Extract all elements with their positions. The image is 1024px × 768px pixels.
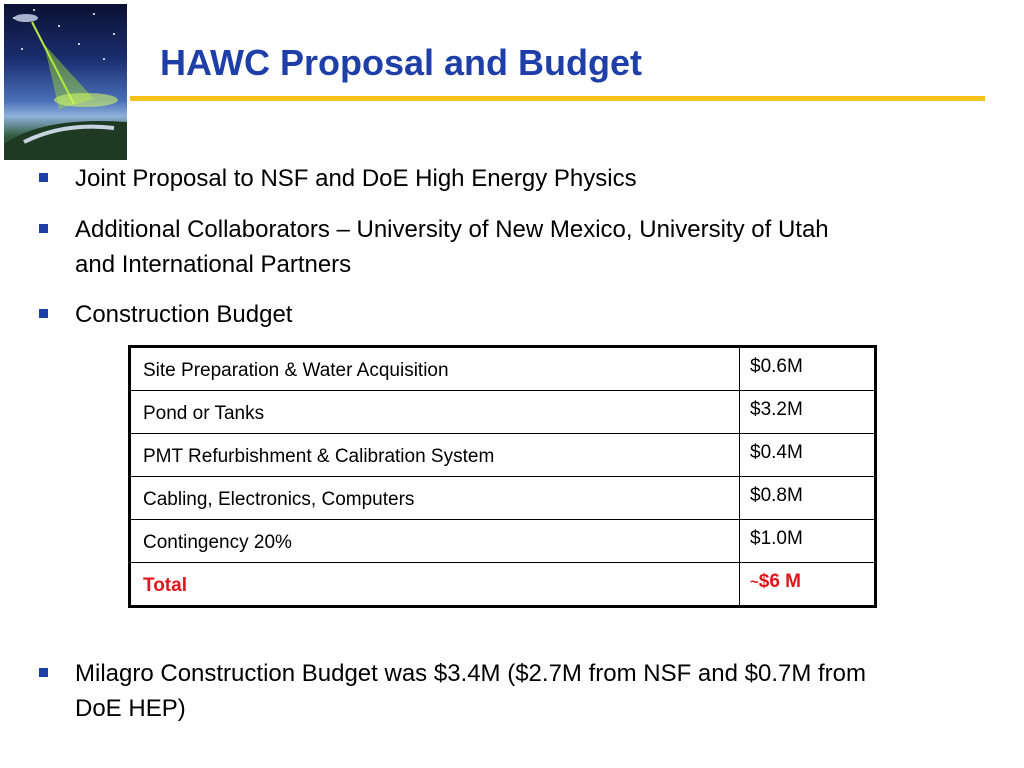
bullet-item — [75, 161, 637, 196]
bullet-item — [75, 656, 866, 726]
bullet-text: Construction Budget — [75, 301, 293, 328]
square-bullet-icon — [39, 224, 48, 233]
budget-cost: $0.4M — [740, 434, 876, 477]
budget-cost: $3.2M — [740, 391, 876, 434]
total-cost-value: $6 M — [758, 571, 802, 592]
table-row — [130, 477, 876, 520]
budget-item: PMT Refurbishment & Calibration System — [130, 434, 740, 477]
approx-tilde: ~ — [750, 574, 759, 591]
budget-cost: $0.8M — [740, 477, 876, 520]
budget-item: Contingency 20% — [130, 520, 740, 563]
bullet-text-line: and International Partners — [75, 251, 352, 278]
square-bullet-icon — [39, 173, 48, 182]
bullet-text-line: Milagro Construction Budget was $3.4M ($2.7M from NSF and $0.7M from — [75, 660, 866, 687]
budget-item: Pond or Tanks — [130, 391, 740, 434]
observatory-logo-icon — [4, 4, 127, 160]
bullet-text-line: DoE HEP) — [75, 695, 186, 722]
slide-title: HAWC Proposal and Budget — [160, 42, 643, 83]
bullet-text: Joint Proposal to NSF and DoE High Energy Physics — [75, 165, 637, 192]
total-cost — [740, 563, 876, 607]
construction-budget-table — [128, 345, 877, 608]
bullet-text-line: Additional Collaborators – University of New Mexico, University of Utah — [75, 216, 829, 243]
square-bullet-icon — [39, 309, 48, 318]
table-row — [130, 434, 876, 477]
bullet-item — [75, 297, 292, 332]
title-underline — [130, 96, 985, 101]
total-row — [130, 563, 876, 607]
table-row — [130, 347, 876, 391]
square-bullet-icon — [39, 668, 48, 677]
budget-cost: $0.6M — [740, 347, 876, 391]
table-row — [130, 520, 876, 563]
budget-cost: $1.0M — [740, 520, 876, 563]
bullet-item — [75, 212, 829, 282]
total-label: Total — [130, 563, 740, 607]
table-row — [130, 391, 876, 434]
budget-item: Site Preparation & Water Acquisition — [130, 347, 740, 391]
budget-item: Cabling, Electronics, Computers — [130, 477, 740, 520]
